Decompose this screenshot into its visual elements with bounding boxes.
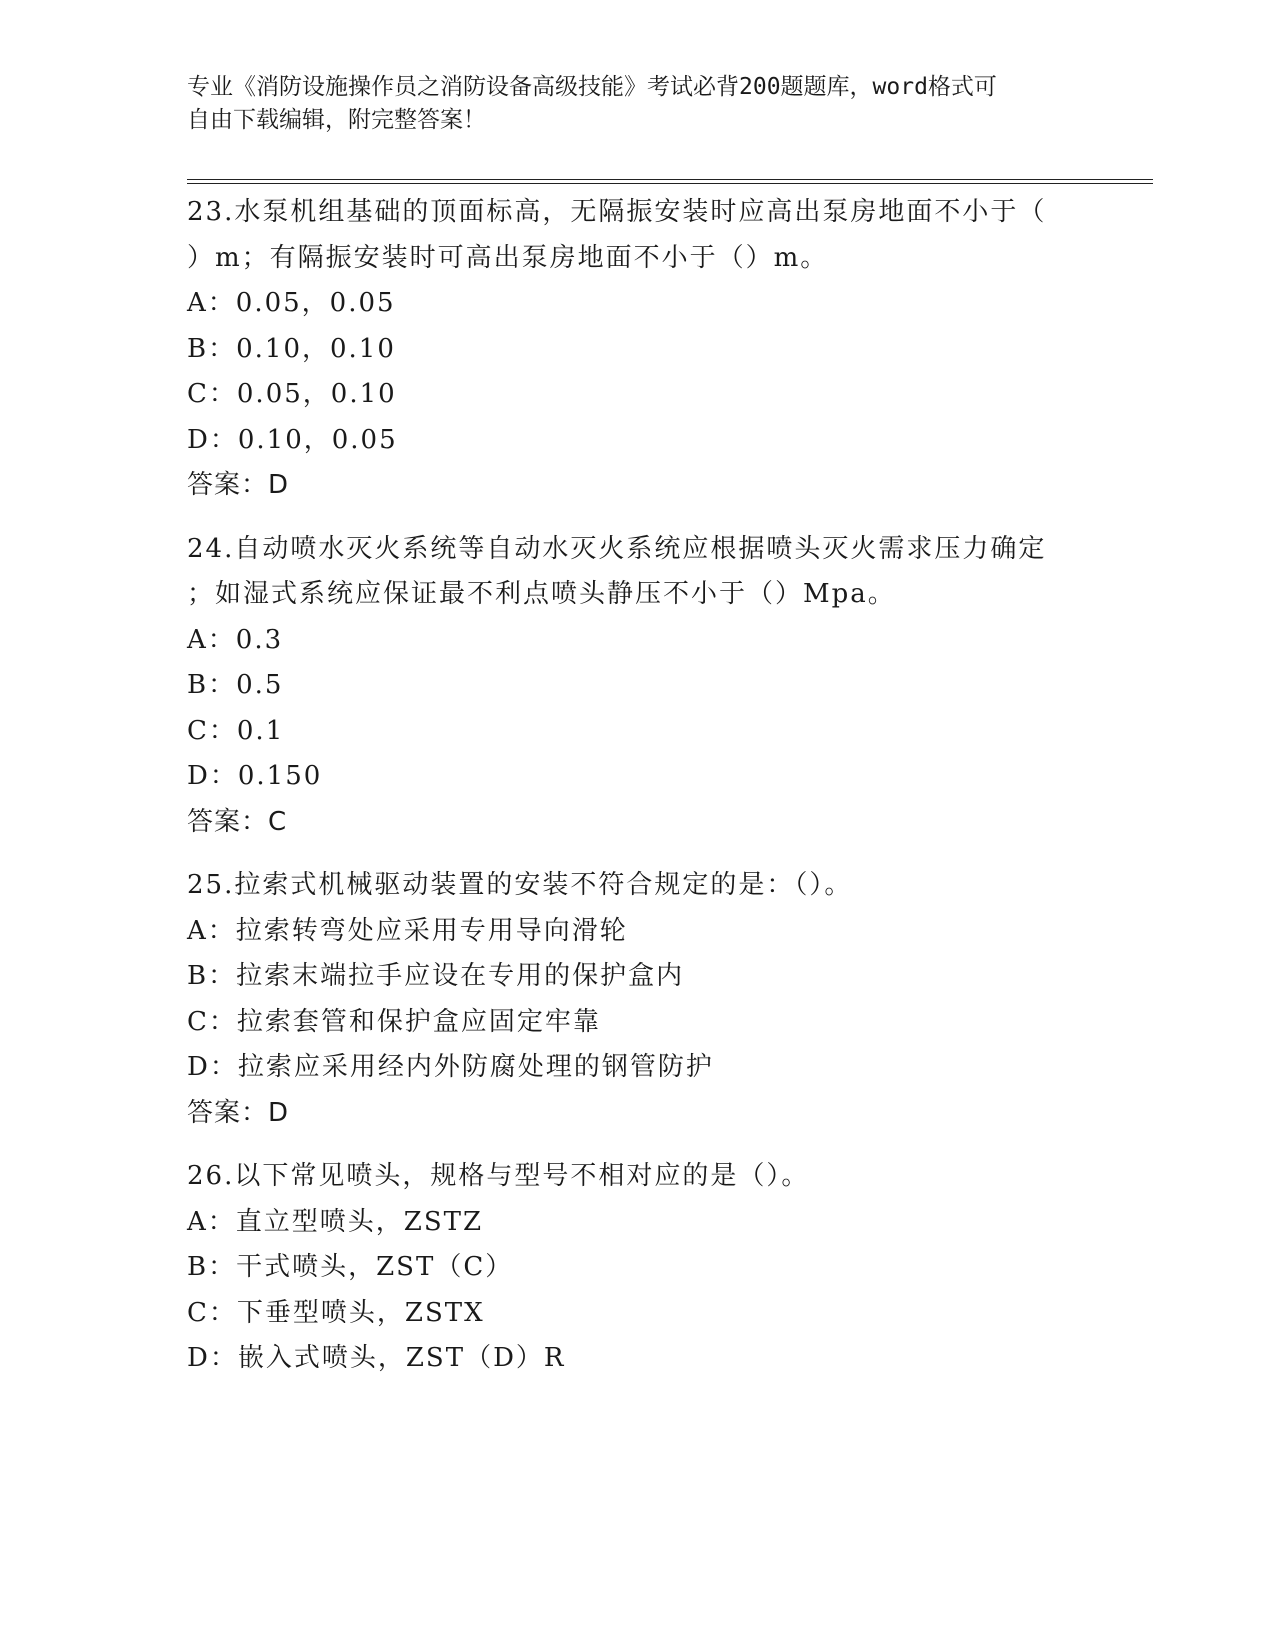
question-stem: 26.以下常见喷头，规格与型号不相对应的是（）。: [187, 1161, 810, 1191]
header-line-1: 专业《消防设施操作员之消防设备高级技能》考试必背200题题库，word格式可: [187, 74, 997, 100]
option-d: D：拉索应采用经内外防腐处理的钢管防护: [187, 1052, 714, 1082]
question-stem: ；如湿式系统应保证最不利点喷头静压不小于（）Mpa。: [187, 579, 896, 609]
question-stem: 23.水泵机组基础的顶面标高，无隔振安装时应高出泵房地面不小于（: [187, 197, 1047, 227]
option-a: A：拉索转弯处应采用专用导向滑轮: [187, 915, 628, 946]
option-b: B：拉索末端拉手应设在专用的保护盒内: [187, 961, 685, 991]
option-b: B：干式喷头，ZST（C）: [187, 1252, 514, 1282]
option-a: A：0.05，0.05: [187, 288, 396, 318]
answer: 答案：D: [187, 470, 290, 500]
header-line-2: 自由下载编辑，附完整答案！: [187, 107, 486, 133]
answer: 答案：D: [187, 1097, 290, 1128]
option-c: C：拉索套管和保护盒应固定牢靠: [187, 1006, 601, 1037]
option-b: B：0.10，0.10: [187, 333, 396, 364]
option-a: A：0.3: [187, 624, 284, 655]
header-divider-bottom: [187, 183, 1153, 184]
question-25: [187, 863, 1087, 1136]
question-stem: 24.自动喷水灭火系统等自动水灭火系统应根据喷头灭火需求压力确定: [187, 533, 1047, 564]
question-23: [187, 190, 1087, 509]
answer: 答案：C: [187, 806, 288, 837]
question-stem: ）m；有隔振安装时可高出泵房地面不小于（）m。: [187, 242, 829, 273]
option-d: D：嵌入式喷头，ZST（D）R: [187, 1343, 566, 1373]
option-c: C：0.05，0.10: [187, 379, 397, 409]
option-a: A：直立型喷头，ZSTZ: [187, 1206, 484, 1237]
header-divider-top: [187, 179, 1153, 180]
question-26: [187, 1154, 1087, 1382]
question-24: [187, 527, 1087, 846]
option-d: D：0.10，0.05: [187, 424, 398, 455]
option-c: C：0.1: [187, 715, 285, 746]
option-d: D：0.150: [187, 761, 323, 791]
option-c: C：下垂型喷头，ZSTX: [187, 1297, 485, 1328]
document-header: [187, 71, 1067, 137]
option-b: B：0.5: [187, 670, 284, 700]
question-stem: 25.拉索式机械驱动装置的安装不符合规定的是：（）。: [187, 870, 853, 900]
question-list: [187, 190, 1087, 1400]
